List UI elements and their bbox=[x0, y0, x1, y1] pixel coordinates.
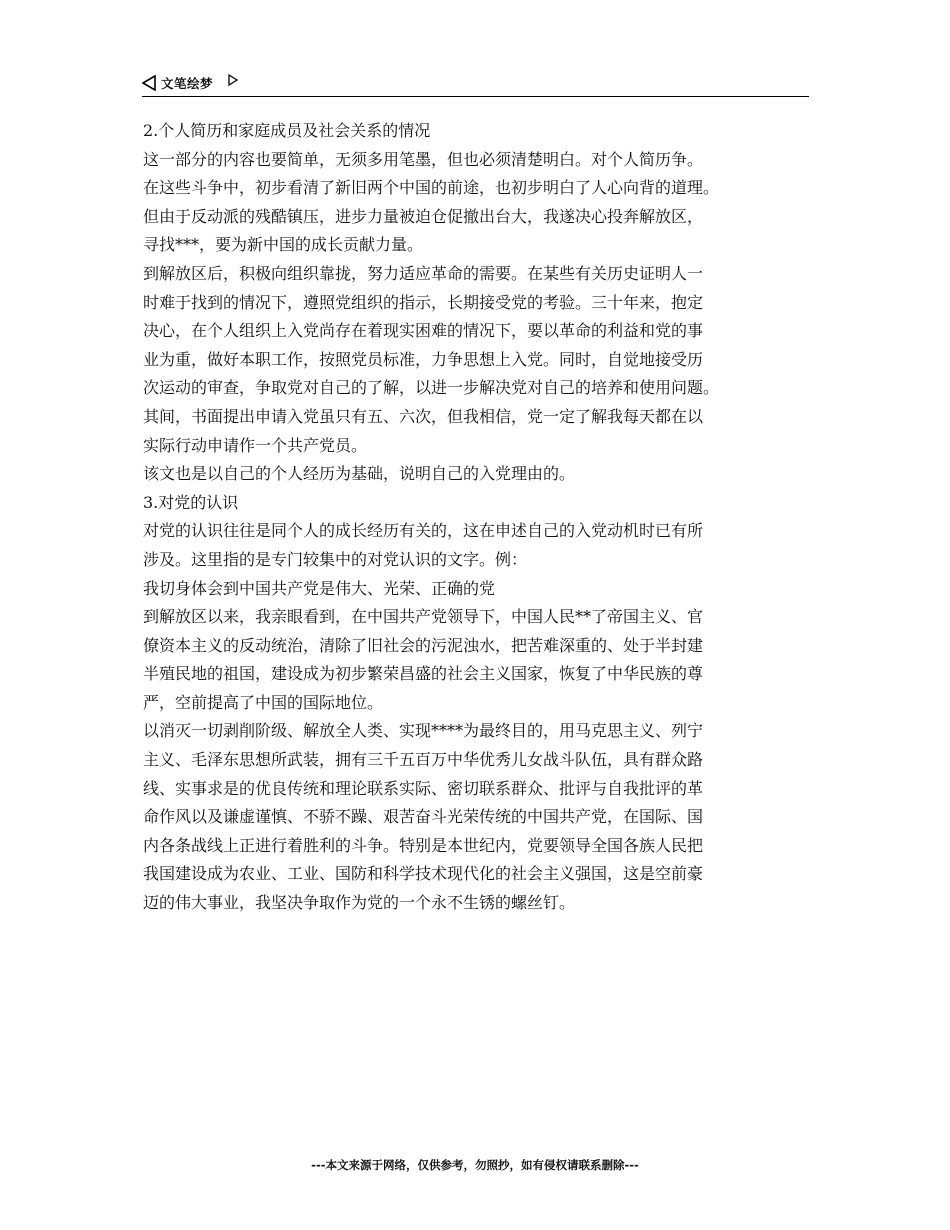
text-line: 到解放区以来，我亲眼看到，在中国共产党领导下，中国人民**了帝国主义、官 bbox=[143, 607, 704, 627]
document-body bbox=[143, 117, 823, 918]
text-line: 半殖民地的祖国，建设成为初步繁荣昌盛的社会主义国家，恢复了中华民族的尊 bbox=[143, 664, 704, 684]
text-line: 业为重，做好本职工作，按照党员标准，力争思想上入党。同时，自觉地接受历 bbox=[143, 349, 704, 369]
text-line: 3.对党的认识 bbox=[143, 492, 239, 512]
text-line: 在这些斗争中，初步看清了新旧两个中国的前途，也初步明白了人心向背的道理。 bbox=[143, 178, 720, 198]
text-line: 次运动的审查，争取党对自己的了解，以进一步解决党对自己的培养和使用问题。 bbox=[143, 378, 720, 398]
text-line: 到解放区后，积极向组织靠拢，努力适应革命的需要。在某些有关历史证明人一 bbox=[143, 263, 704, 283]
right-triangle-icon bbox=[228, 74, 238, 86]
footer-disclaimer: ---本文来源于网络，仅供参考，勿照抄，如有侵权请联系删除--- bbox=[311, 1158, 639, 1172]
text-line: 实际行动申请作一个共产党员。 bbox=[143, 435, 368, 455]
text-line: 2.个人简历和家庭成员及社会关系的情况 bbox=[143, 121, 431, 140]
text-line: 决心，在个人组织上入党尚存在着现实困难的情况下，要以革命的利益和党的事 bbox=[143, 321, 704, 341]
text-line: 对党的认识往往是同个人的成长经历有关的，这在申述自己的入党动机时已有所 bbox=[143, 521, 704, 541]
text-line: 其间，书面提出申请入党虽只有五、六次，但我相信，党一定了解我每天都在以 bbox=[143, 406, 704, 426]
left-triangle-icon bbox=[142, 75, 156, 91]
brand-title: 文笔绘梦 bbox=[161, 76, 214, 91]
text-line: 严，空前提高了中国的国际地位。 bbox=[143, 692, 384, 712]
text-line: 迈的伟大事业，我坚决争取作为党的一个永不生锈的螺丝钉。 bbox=[143, 893, 576, 913]
text-line: 以消灭一切剥削阶级、解放全人类、实现****为最终目的，用马克思主义、列宁 bbox=[143, 721, 704, 741]
text-line: 但由于反动派的残酷镇压，进步力量被迫仓促撤出台大，我遂决心投奔解放区， bbox=[143, 206, 704, 226]
text-line: 线、实事求是的优良传统和理论联系实际、密切联系群众、批评与自我批评的革 bbox=[143, 778, 704, 798]
text-line: 主义、毛泽东思想所武装，拥有三千五百万中华优秀儿女战斗队伍，具有群众路 bbox=[143, 750, 704, 770]
text-line: 僚资本主义的反动统治，清除了旧社会的污泥浊水，把苦难深重的、处于半封建 bbox=[143, 635, 704, 655]
text-line: 命作风以及谦虚谨慎、不骄不躁、艰苦奋斗光荣传统的中国共产党，在国际、国 bbox=[143, 807, 704, 827]
text-line: 内各条战线上正进行着胜利的斗争。特别是本世纪内，党要领导全国各族人民把 bbox=[143, 835, 704, 855]
text-line: 这一部分的内容也要简单，无须多用笔墨，但也必须清楚明白。对个人简历争。 bbox=[143, 149, 704, 169]
text-line: 我切身体会到中国共产党是伟大、光荣、正确的党 bbox=[143, 578, 496, 598]
text-line: 我国建设成为农业、工业、国防和科学技术现代化的社会主义强国，这是空前豪 bbox=[143, 864, 704, 884]
page-header bbox=[142, 72, 809, 97]
text-line: 涉及。这里指的是专门较集中的对党认识的文字。例： bbox=[143, 549, 528, 569]
text-line: 寻找***，要为新中国的成长贡献力量。 bbox=[143, 235, 424, 255]
text-line: 时难于找到的情况下，遵照党组织的指示，长期接受党的考验。三十年来，抱定 bbox=[143, 292, 704, 312]
text-line: 该文也是以自己的个人经历为基础，说明自己的入党理由的。 bbox=[143, 464, 576, 484]
